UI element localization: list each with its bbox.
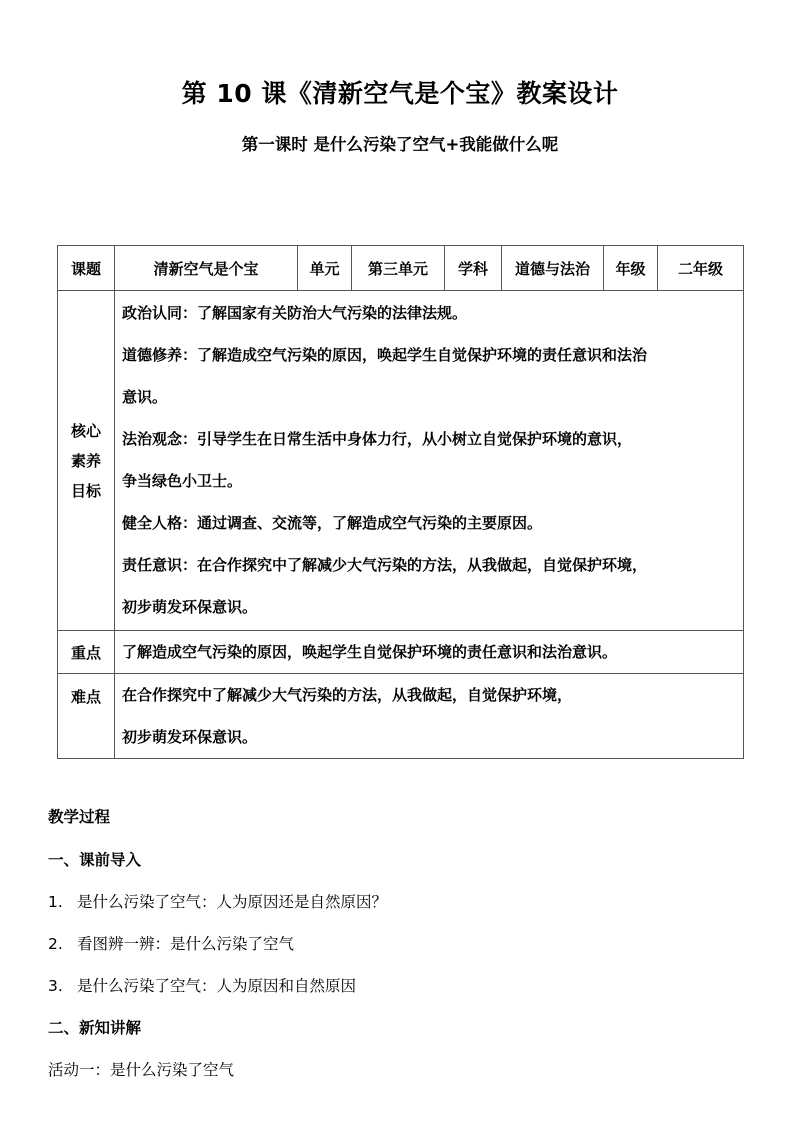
grade-value: 二年级 [658, 246, 744, 291]
unit-value: 第三单元 [352, 246, 445, 291]
list-item-number: 3. [48, 977, 63, 995]
key-point-content [115, 631, 744, 674]
table-header-row [58, 246, 744, 291]
list-item-text: 是什么污染了空气：人为原因还是自然原因？ [77, 893, 388, 911]
difficulty-label: 难点 [58, 674, 115, 759]
list-item-text: 看图辨一辨：是什么污染了空气 [77, 935, 295, 953]
subject-label: 学科 [445, 246, 502, 291]
list-item-text: 是什么污染了空气：人为原因和自然原因 [77, 977, 357, 995]
grade-label: 年级 [604, 246, 658, 291]
goals-content [115, 291, 744, 631]
difficulty-content [115, 674, 744, 759]
list-item [48, 890, 387, 912]
key-point-text: 了解造成空气污染的原因，唤起学生自觉保护环境的责任意识和法治意识。 [122, 643, 618, 661]
goal-line: 道德修养：了解造成空气污染的原因，唤起学生自觉保护环境的责任意识和法治 [122, 346, 648, 364]
difficulty-row [58, 674, 744, 759]
difficulty-line: 在合作探究中了解减少大气污染的方法，从我做起，自觉保护环境， [122, 686, 573, 704]
goal-line: 意识。 [122, 388, 168, 406]
list-item [48, 974, 356, 996]
section-2-heading: 二、新知讲解 [48, 1019, 142, 1037]
key-point-label: 重点 [58, 631, 115, 674]
topic-value: 清新空气是个宝 [115, 246, 298, 291]
unit-label: 单元 [298, 246, 352, 291]
activity-line: 活动一：是什么污染了空气 [48, 1061, 235, 1079]
process-heading: 教学过程 [48, 808, 111, 826]
section-1-heading: 一、课前导入 [48, 851, 142, 869]
difficulty-line: 初步萌发环保意识。 [122, 728, 258, 746]
lesson-plan-table [57, 245, 744, 759]
goals-label: 核心 素养 目标 [58, 291, 115, 631]
goal-line: 政治认同：了解国家有关防治大气污染的法律法规。 [122, 304, 468, 322]
key-point-row [58, 631, 744, 674]
subject-value: 道德与法治 [502, 246, 604, 291]
goal-line: 健全人格：通过调查、交流等，了解造成空气污染的主要原因。 [122, 514, 543, 532]
topic-label: 课题 [58, 246, 115, 291]
goal-line: 责任意识：在合作探究中了解减少大气污染的方法，从我做起，自觉保护环境， [122, 556, 648, 574]
goal-line: 法治观念：引导学生在日常生活中身体力行，从小树立自觉保护环境的意识， [122, 430, 633, 448]
list-item [48, 932, 294, 954]
list-item-number: 1. [48, 893, 63, 911]
goal-line: 争当绿色小卫士。 [122, 472, 243, 490]
goals-row [58, 291, 744, 631]
page-subtitle: 第一课时 是什么污染了空气+我能做什么呢 [241, 135, 559, 154]
goal-line: 初步萌发环保意识。 [122, 598, 258, 616]
page-title: 第 10 课《清新空气是个宝》教案设计 [181, 79, 619, 108]
list-item-number: 2. [48, 935, 63, 953]
